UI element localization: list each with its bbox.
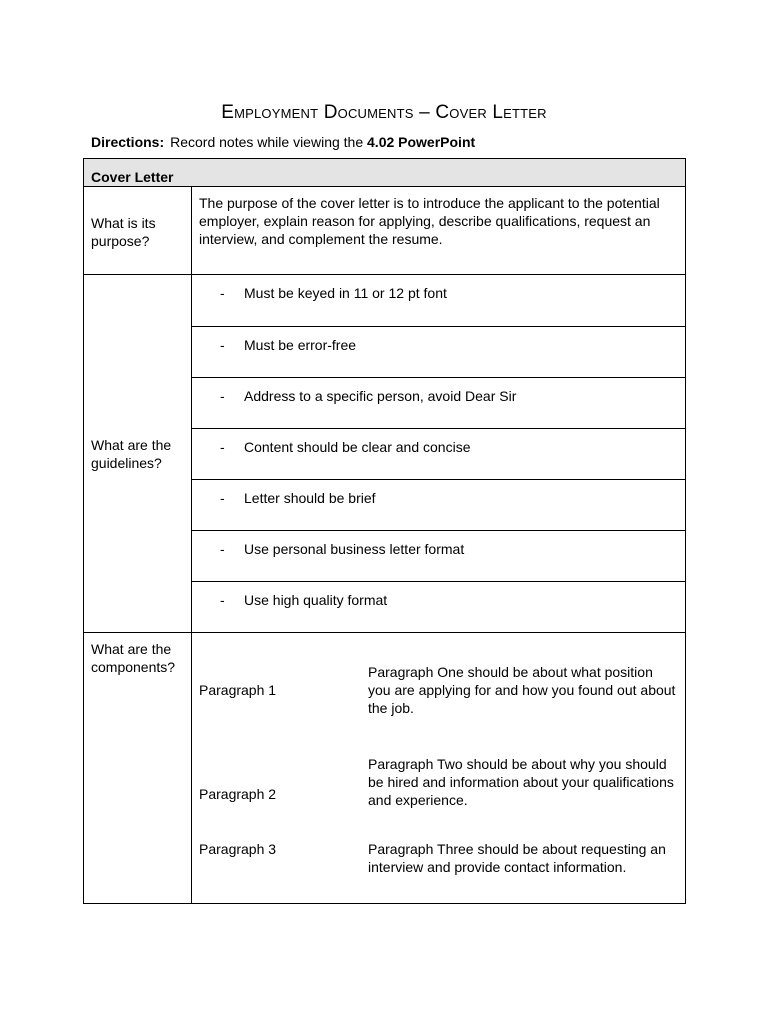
components-list — [192, 633, 686, 903]
page-title: Employment Documents – Cover Letter — [221, 102, 547, 123]
guideline-item — [192, 377, 685, 428]
table-header: Cover Letter — [84, 159, 686, 187]
purpose-text: The purpose of the cover letter is to introduce the applicant to the potential employer, explain reason for applying, describe qualifications, request an interview, and complement the resume. — [192, 187, 686, 275]
directions-text: Record notes while viewing the — [170, 134, 368, 150]
guidelines-label — [84, 275, 192, 633]
bullet-dash: - — [220, 387, 225, 404]
bullet-dash: - — [220, 438, 225, 455]
bullet-dash: - — [220, 285, 225, 301]
guideline-text: Use high quality format — [244, 591, 388, 608]
component-text: Paragraph Three should be about requesting an interview and provide contact information. — [368, 841, 666, 875]
guideline-item — [192, 530, 685, 581]
component-name: Paragraph 1 — [199, 681, 277, 698]
bullet-dash: - — [220, 489, 225, 506]
bullet-dash: - — [220, 540, 225, 557]
bullet-dash: - — [220, 591, 225, 608]
directions-label: Directions: — [91, 134, 165, 150]
component-name: Paragraph 3 — [199, 841, 277, 857]
component-text: Paragraph One should be about what position you are applying for and how you found out about the job. — [368, 663, 676, 716]
cover-letter-table — [83, 158, 686, 904]
guidelines-list — [192, 275, 685, 632]
guideline-item — [192, 275, 685, 326]
component-text: Paragraph Two should be about why you should be hired and information about your qualifications and experience. — [368, 756, 674, 808]
component-name: Paragraph 2 — [199, 785, 277, 802]
purpose-label-text: What is its purpose? — [91, 214, 156, 249]
guideline-item — [192, 428, 685, 479]
guideline-text: Content should be clear and concise — [244, 438, 471, 455]
purpose-label — [84, 187, 192, 275]
guideline-item — [192, 326, 685, 377]
guideline-item — [192, 479, 685, 530]
guideline-text: Address to a specific person, avoid Dear Sir — [244, 387, 517, 404]
directions — [91, 132, 475, 152]
directions-reference: 4.02 PowerPoint — [367, 134, 476, 150]
guideline-text: Must be keyed in 11 or 12 pt font — [244, 285, 447, 301]
guidelines-cell — [192, 275, 686, 633]
components-label — [84, 633, 192, 904]
components-label-text: What are the components? — [91, 641, 176, 675]
guideline-text: Letter should be brief — [244, 489, 376, 506]
components-cell — [192, 633, 686, 904]
guideline-text: Use personal business letter format — [244, 540, 465, 557]
guideline-text: Must be error-free — [244, 336, 357, 353]
guideline-item — [192, 581, 685, 632]
guidelines-label-text: What are the guidelines? — [91, 436, 172, 471]
bullet-dash: - — [220, 336, 225, 353]
